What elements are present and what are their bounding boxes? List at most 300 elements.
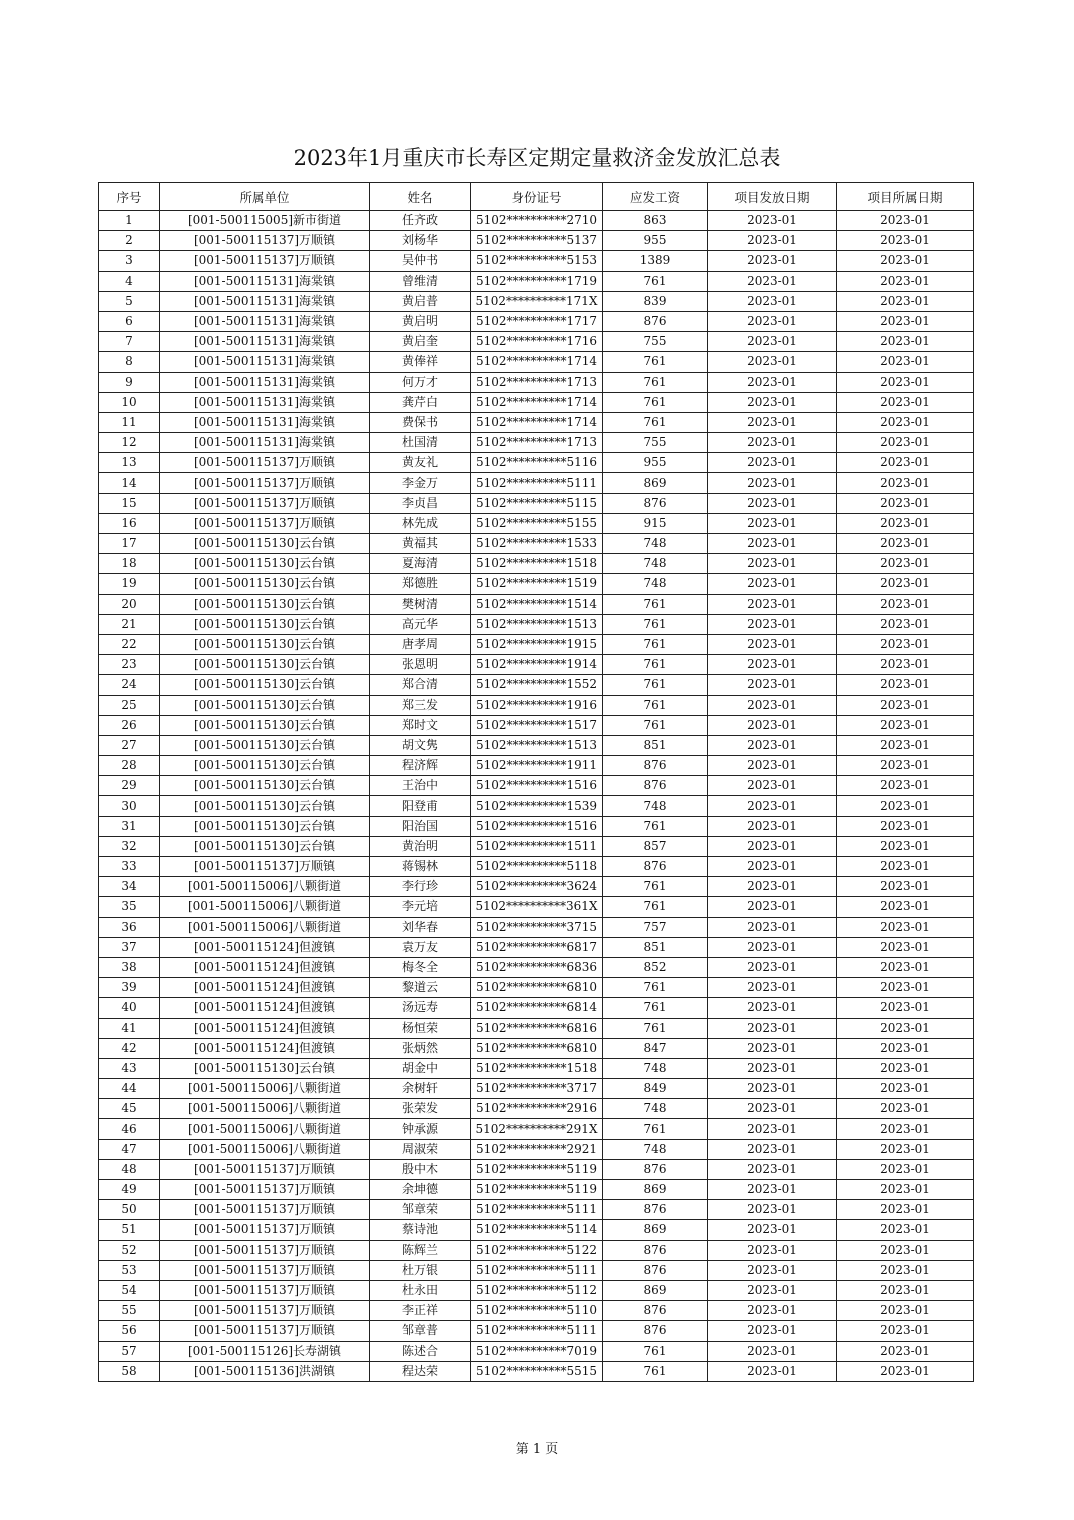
amount-cell: 761	[603, 594, 708, 614]
period-date-cell: 2023-01	[837, 836, 974, 856]
id-number-cell: 5102**********5155	[471, 513, 603, 533]
unit-cell: [001-500115124]但渡镇	[160, 978, 370, 998]
row-number-cell: 44	[99, 1079, 160, 1099]
issue-date-cell: 2023-01	[708, 776, 837, 796]
name-cell: 张荣发	[370, 1099, 471, 1119]
amount-cell: 761	[603, 1018, 708, 1038]
column-header: 应发工资	[603, 183, 708, 211]
amount-cell: 876	[603, 857, 708, 877]
id-number-cell: 5102**********1513	[471, 614, 603, 634]
unit-cell: [001-500115130]云台镇	[160, 594, 370, 614]
row-number-cell: 36	[99, 917, 160, 937]
amount-cell: 761	[603, 614, 708, 634]
table-row	[99, 574, 974, 594]
id-number-cell: 5102**********1714	[471, 412, 603, 432]
table-row	[99, 816, 974, 836]
issue-date-cell: 2023-01	[708, 1341, 837, 1361]
amount-cell: 761	[603, 271, 708, 291]
period-date-cell: 2023-01	[837, 271, 974, 291]
amount-cell: 839	[603, 291, 708, 311]
table-row	[99, 877, 974, 897]
id-number-cell: 5102**********7019	[471, 1341, 603, 1361]
unit-cell: [001-500115137]万顺镇	[160, 1220, 370, 1240]
amount-cell: 761	[603, 634, 708, 654]
issue-date-cell: 2023-01	[708, 251, 837, 271]
id-number-cell: 5102**********5153	[471, 251, 603, 271]
unit-cell: [001-500115130]云台镇	[160, 796, 370, 816]
table-row	[99, 634, 974, 654]
id-number-cell: 5102**********2710	[471, 211, 603, 231]
amount-cell: 748	[603, 1139, 708, 1159]
name-cell: 黄启普	[370, 291, 471, 311]
name-cell: 高元华	[370, 614, 471, 634]
amount-cell: 748	[603, 1058, 708, 1078]
row-number-cell: 32	[99, 836, 160, 856]
name-cell: 李贞昌	[370, 493, 471, 513]
row-number-cell: 33	[99, 857, 160, 877]
unit-cell: [001-500115137]万顺镇	[160, 1240, 370, 1260]
row-number-cell: 17	[99, 534, 160, 554]
table-row	[99, 695, 974, 715]
issue-date-cell: 2023-01	[708, 1058, 837, 1078]
row-number-cell: 31	[99, 816, 160, 836]
unit-cell: [001-500115130]云台镇	[160, 735, 370, 755]
issue-date-cell: 2023-01	[708, 1361, 837, 1381]
period-date-cell: 2023-01	[837, 796, 974, 816]
name-cell: 张恩明	[370, 655, 471, 675]
amount-cell: 869	[603, 1180, 708, 1200]
id-number-cell: 5102**********5119	[471, 1159, 603, 1179]
period-date-cell: 2023-01	[837, 594, 974, 614]
unit-cell: [001-500115137]万顺镇	[160, 1321, 370, 1341]
table-row	[99, 513, 974, 533]
table-row	[99, 675, 974, 695]
row-number-cell: 37	[99, 937, 160, 957]
period-date-cell: 2023-01	[837, 1139, 974, 1159]
unit-cell: [001-500115137]万顺镇	[160, 1159, 370, 1179]
amount-cell: 876	[603, 1301, 708, 1321]
issue-date-cell: 2023-01	[708, 1079, 837, 1099]
name-cell: 刘华春	[370, 917, 471, 937]
id-number-cell: 5102**********171X	[471, 291, 603, 311]
id-number-cell: 5102**********3715	[471, 917, 603, 937]
period-date-cell: 2023-01	[837, 1119, 974, 1139]
amount-cell: 876	[603, 1200, 708, 1220]
unit-cell: [001-500115006]八颗街道	[160, 1119, 370, 1139]
row-number-cell: 6	[99, 311, 160, 331]
period-date-cell: 2023-01	[837, 1240, 974, 1260]
issue-date-cell: 2023-01	[708, 554, 837, 574]
relief-payment-table	[98, 182, 974, 1382]
name-cell: 胡文隽	[370, 735, 471, 755]
row-number-cell: 22	[99, 634, 160, 654]
row-number-cell: 16	[99, 513, 160, 533]
name-cell: 樊树清	[370, 594, 471, 614]
table-row	[99, 1079, 974, 1099]
name-cell: 郑合清	[370, 675, 471, 695]
period-date-cell: 2023-01	[837, 1099, 974, 1119]
period-date-cell: 2023-01	[837, 1018, 974, 1038]
amount-cell: 761	[603, 816, 708, 836]
period-date-cell: 2023-01	[837, 1341, 974, 1361]
id-number-cell: 5102**********361X	[471, 897, 603, 917]
name-cell: 程济辉	[370, 756, 471, 776]
period-date-cell: 2023-01	[837, 433, 974, 453]
unit-cell: [001-500115131]海棠镇	[160, 352, 370, 372]
unit-cell: [001-500115137]万顺镇	[160, 231, 370, 251]
unit-cell: [001-500115137]万顺镇	[160, 473, 370, 493]
id-number-cell: 5102**********1533	[471, 534, 603, 554]
unit-cell: [001-500115131]海棠镇	[160, 291, 370, 311]
row-number-cell: 19	[99, 574, 160, 594]
issue-date-cell: 2023-01	[708, 877, 837, 897]
period-date-cell: 2023-01	[837, 917, 974, 937]
period-date-cell: 2023-01	[837, 614, 974, 634]
period-date-cell: 2023-01	[837, 735, 974, 755]
id-number-cell: 5102**********291X	[471, 1119, 603, 1139]
issue-date-cell: 2023-01	[708, 796, 837, 816]
table-row	[99, 614, 974, 634]
row-number-cell: 40	[99, 998, 160, 1018]
id-number-cell: 5102**********1713	[471, 433, 603, 453]
issue-date-cell: 2023-01	[708, 735, 837, 755]
name-cell: 李金万	[370, 473, 471, 493]
period-date-cell: 2023-01	[837, 1220, 974, 1240]
unit-cell: [001-500115006]八颗街道	[160, 877, 370, 897]
name-cell: 殷中木	[370, 1159, 471, 1179]
issue-date-cell: 2023-01	[708, 1119, 837, 1139]
period-date-cell: 2023-01	[837, 634, 974, 654]
id-number-cell: 5102**********5112	[471, 1280, 603, 1300]
page-title: 2023年1月重庆市长寿区定期定量救济金发放汇总表	[293, 146, 781, 170]
period-date-cell: 2023-01	[837, 998, 974, 1018]
row-number-cell: 13	[99, 453, 160, 473]
issue-date-cell: 2023-01	[708, 816, 837, 836]
issue-date-cell: 2023-01	[708, 836, 837, 856]
page-number: 第 1 页	[515, 1442, 559, 1457]
row-number-cell: 54	[99, 1280, 160, 1300]
unit-cell: [001-500115131]海棠镇	[160, 412, 370, 432]
table-row	[99, 776, 974, 796]
row-number-cell: 42	[99, 1038, 160, 1058]
id-number-cell: 5102**********1713	[471, 372, 603, 392]
table-row	[99, 211, 974, 231]
name-cell: 刘杨华	[370, 231, 471, 251]
row-number-cell: 9	[99, 372, 160, 392]
row-number-cell: 18	[99, 554, 160, 574]
table-row	[99, 433, 974, 453]
id-number-cell: 5102**********1519	[471, 574, 603, 594]
unit-cell: [001-500115130]云台镇	[160, 554, 370, 574]
column-header: 项目发放日期	[708, 183, 837, 211]
amount-cell: 755	[603, 433, 708, 453]
issue-date-cell: 2023-01	[708, 453, 837, 473]
id-number-cell: 5102**********5111	[471, 1200, 603, 1220]
period-date-cell: 2023-01	[837, 291, 974, 311]
name-cell: 黄俸祥	[370, 352, 471, 372]
name-cell: 蒋锡林	[370, 857, 471, 877]
period-date-cell: 2023-01	[837, 1361, 974, 1381]
unit-cell: [001-500115131]海棠镇	[160, 271, 370, 291]
name-cell: 杨恒荣	[370, 1018, 471, 1038]
row-number-cell: 25	[99, 695, 160, 715]
name-cell: 袁万友	[370, 937, 471, 957]
unit-cell: [001-500115131]海棠镇	[160, 372, 370, 392]
table-row	[99, 1099, 974, 1119]
table-row	[99, 412, 974, 432]
row-number-cell: 21	[99, 614, 160, 634]
table-row	[99, 917, 974, 937]
row-number-cell: 48	[99, 1159, 160, 1179]
row-number-cell: 35	[99, 897, 160, 917]
name-cell: 张炳然	[370, 1038, 471, 1058]
issue-date-cell: 2023-01	[708, 897, 837, 917]
name-cell: 唐孝周	[370, 634, 471, 654]
issue-date-cell: 2023-01	[708, 634, 837, 654]
unit-cell: [001-500115130]云台镇	[160, 756, 370, 776]
name-cell: 何万才	[370, 372, 471, 392]
unit-cell: [001-500115130]云台镇	[160, 1058, 370, 1078]
id-number-cell: 5102**********1552	[471, 675, 603, 695]
amount-cell: 761	[603, 1119, 708, 1139]
id-number-cell: 5102**********5110	[471, 1301, 603, 1321]
table-row	[99, 1018, 974, 1038]
amount-cell: 761	[603, 877, 708, 897]
issue-date-cell: 2023-01	[708, 1280, 837, 1300]
name-cell: 杜国清	[370, 433, 471, 453]
period-date-cell: 2023-01	[837, 675, 974, 695]
unit-cell: [001-500115137]万顺镇	[160, 1301, 370, 1321]
period-date-cell: 2023-01	[837, 957, 974, 977]
id-number-cell: 5102**********1518	[471, 554, 603, 574]
id-number-cell: 5102**********3624	[471, 877, 603, 897]
row-number-cell: 43	[99, 1058, 160, 1078]
amount-cell: 755	[603, 332, 708, 352]
issue-date-cell: 2023-01	[708, 675, 837, 695]
table-row	[99, 1341, 974, 1361]
row-number-cell: 47	[99, 1139, 160, 1159]
unit-cell: [001-500115130]云台镇	[160, 655, 370, 675]
table-row	[99, 1180, 974, 1200]
period-date-cell: 2023-01	[837, 1280, 974, 1300]
unit-cell: [001-500115130]云台镇	[160, 715, 370, 735]
amount-cell: 847	[603, 1038, 708, 1058]
amount-cell: 876	[603, 1240, 708, 1260]
period-date-cell: 2023-01	[837, 473, 974, 493]
period-date-cell: 2023-01	[837, 897, 974, 917]
unit-cell: [001-500115137]万顺镇	[160, 251, 370, 271]
issue-date-cell: 2023-01	[708, 917, 837, 937]
period-date-cell: 2023-01	[837, 493, 974, 513]
amount-cell: 1389	[603, 251, 708, 271]
period-date-cell: 2023-01	[837, 857, 974, 877]
issue-date-cell: 2023-01	[708, 1180, 837, 1200]
unit-cell: [001-500115130]云台镇	[160, 776, 370, 796]
row-number-cell: 14	[99, 473, 160, 493]
issue-date-cell: 2023-01	[708, 614, 837, 634]
amount-cell: 851	[603, 937, 708, 957]
id-number-cell: 5102**********6814	[471, 998, 603, 1018]
unit-cell: [001-500115131]海棠镇	[160, 332, 370, 352]
unit-cell: [001-500115124]但渡镇	[160, 1018, 370, 1038]
row-number-cell: 24	[99, 675, 160, 695]
id-number-cell: 5102**********1916	[471, 695, 603, 715]
id-number-cell: 5102**********1714	[471, 352, 603, 372]
unit-cell: [001-500115006]八颗街道	[160, 1079, 370, 1099]
row-number-cell: 1	[99, 211, 160, 231]
unit-cell: [001-500115124]但渡镇	[160, 937, 370, 957]
unit-cell: [001-500115130]云台镇	[160, 695, 370, 715]
period-date-cell: 2023-01	[837, 695, 974, 715]
issue-date-cell: 2023-01	[708, 493, 837, 513]
issue-date-cell: 2023-01	[708, 271, 837, 291]
table-row	[99, 1321, 974, 1341]
table-row	[99, 1301, 974, 1321]
unit-cell: [001-500115124]但渡镇	[160, 998, 370, 1018]
period-date-cell: 2023-01	[837, 655, 974, 675]
period-date-cell: 2023-01	[837, 574, 974, 594]
unit-cell: [001-500115130]云台镇	[160, 574, 370, 594]
unit-cell: [001-500115124]但渡镇	[160, 957, 370, 977]
table-row	[99, 311, 974, 331]
name-cell: 程达荣	[370, 1361, 471, 1381]
table-row	[99, 836, 974, 856]
row-number-cell: 52	[99, 1240, 160, 1260]
table-row	[99, 937, 974, 957]
period-date-cell: 2023-01	[837, 715, 974, 735]
id-number-cell: 5102**********6817	[471, 937, 603, 957]
period-date-cell: 2023-01	[837, 534, 974, 554]
period-date-cell: 2023-01	[837, 392, 974, 412]
table-row	[99, 291, 974, 311]
period-date-cell: 2023-01	[837, 513, 974, 533]
row-number-cell: 20	[99, 594, 160, 614]
issue-date-cell: 2023-01	[708, 1139, 837, 1159]
issue-date-cell: 2023-01	[708, 1321, 837, 1341]
name-cell: 黎道云	[370, 978, 471, 998]
row-number-cell: 51	[99, 1220, 160, 1240]
issue-date-cell: 2023-01	[708, 231, 837, 251]
column-header: 姓名	[370, 183, 471, 211]
table-row	[99, 655, 974, 675]
row-number-cell: 45	[99, 1099, 160, 1119]
row-number-cell: 15	[99, 493, 160, 513]
name-cell: 李元培	[370, 897, 471, 917]
period-date-cell: 2023-01	[837, 352, 974, 372]
amount-cell: 761	[603, 1361, 708, 1381]
period-date-cell: 2023-01	[837, 1038, 974, 1058]
id-number-cell: 5102**********5115	[471, 493, 603, 513]
unit-cell: [001-500115137]万顺镇	[160, 513, 370, 533]
name-cell: 阳治国	[370, 816, 471, 836]
issue-date-cell: 2023-01	[708, 655, 837, 675]
row-number-cell: 29	[99, 776, 160, 796]
period-date-cell: 2023-01	[837, 1260, 974, 1280]
name-cell: 黄启明	[370, 311, 471, 331]
row-number-cell: 26	[99, 715, 160, 735]
amount-cell: 761	[603, 978, 708, 998]
unit-cell: [001-500115130]云台镇	[160, 675, 370, 695]
unit-cell: [001-500115131]海棠镇	[160, 311, 370, 331]
name-cell: 黄治明	[370, 836, 471, 856]
amount-cell: 851	[603, 735, 708, 755]
table-row	[99, 978, 974, 998]
unit-cell: [001-500115137]万顺镇	[160, 1200, 370, 1220]
issue-date-cell: 2023-01	[708, 332, 837, 352]
row-number-cell: 39	[99, 978, 160, 998]
row-number-cell: 57	[99, 1341, 160, 1361]
name-cell: 郑时文	[370, 715, 471, 735]
id-number-cell: 5102**********5118	[471, 857, 603, 877]
issue-date-cell: 2023-01	[708, 1038, 837, 1058]
id-number-cell: 5102**********1717	[471, 311, 603, 331]
period-date-cell: 2023-01	[837, 251, 974, 271]
id-number-cell: 5102**********5111	[471, 1260, 603, 1280]
amount-cell: 876	[603, 776, 708, 796]
id-number-cell: 5102**********5111	[471, 473, 603, 493]
amount-cell: 857	[603, 836, 708, 856]
row-number-cell: 27	[99, 735, 160, 755]
amount-cell: 876	[603, 756, 708, 776]
period-date-cell: 2023-01	[837, 776, 974, 796]
table-row	[99, 1058, 974, 1078]
id-number-cell: 5102**********2916	[471, 1099, 603, 1119]
amount-cell: 869	[603, 1220, 708, 1240]
name-cell: 李行珍	[370, 877, 471, 897]
period-date-cell: 2023-01	[837, 1301, 974, 1321]
name-cell: 钟承源	[370, 1119, 471, 1139]
row-number-cell: 56	[99, 1321, 160, 1341]
name-cell: 陈述合	[370, 1341, 471, 1361]
period-date-cell: 2023-01	[837, 877, 974, 897]
table-row	[99, 231, 974, 251]
row-number-cell: 34	[99, 877, 160, 897]
unit-cell: [001-500115130]云台镇	[160, 816, 370, 836]
row-number-cell: 2	[99, 231, 160, 251]
table-row	[99, 1038, 974, 1058]
table-row	[99, 332, 974, 352]
row-number-cell: 53	[99, 1260, 160, 1280]
id-number-cell: 5102**********1911	[471, 756, 603, 776]
unit-cell: [001-500115137]万顺镇	[160, 493, 370, 513]
table-row	[99, 1139, 974, 1159]
unit-cell: [001-500115137]万顺镇	[160, 1260, 370, 1280]
unit-cell: [001-500115124]但渡镇	[160, 1038, 370, 1058]
name-cell: 周淑荣	[370, 1139, 471, 1159]
id-number-cell: 5102**********1518	[471, 1058, 603, 1078]
row-number-cell: 23	[99, 655, 160, 675]
id-number-cell: 5102**********1914	[471, 655, 603, 675]
amount-cell: 876	[603, 1260, 708, 1280]
name-cell: 邹章荣	[370, 1200, 471, 1220]
amount-cell: 761	[603, 675, 708, 695]
issue-date-cell: 2023-01	[708, 1301, 837, 1321]
period-date-cell: 2023-01	[837, 978, 974, 998]
issue-date-cell: 2023-01	[708, 433, 837, 453]
table-row	[99, 735, 974, 755]
issue-date-cell: 2023-01	[708, 998, 837, 1018]
column-header: 项目所属日期	[837, 183, 974, 211]
unit-cell: [001-500115006]八颗街道	[160, 1139, 370, 1159]
id-number-cell: 5102**********5114	[471, 1220, 603, 1240]
unit-cell: [001-500115126]长寿湖镇	[160, 1341, 370, 1361]
period-date-cell: 2023-01	[837, 1321, 974, 1341]
row-number-cell: 11	[99, 412, 160, 432]
issue-date-cell: 2023-01	[708, 957, 837, 977]
amount-cell: 761	[603, 655, 708, 675]
issue-date-cell: 2023-01	[708, 352, 837, 372]
period-date-cell: 2023-01	[837, 231, 974, 251]
